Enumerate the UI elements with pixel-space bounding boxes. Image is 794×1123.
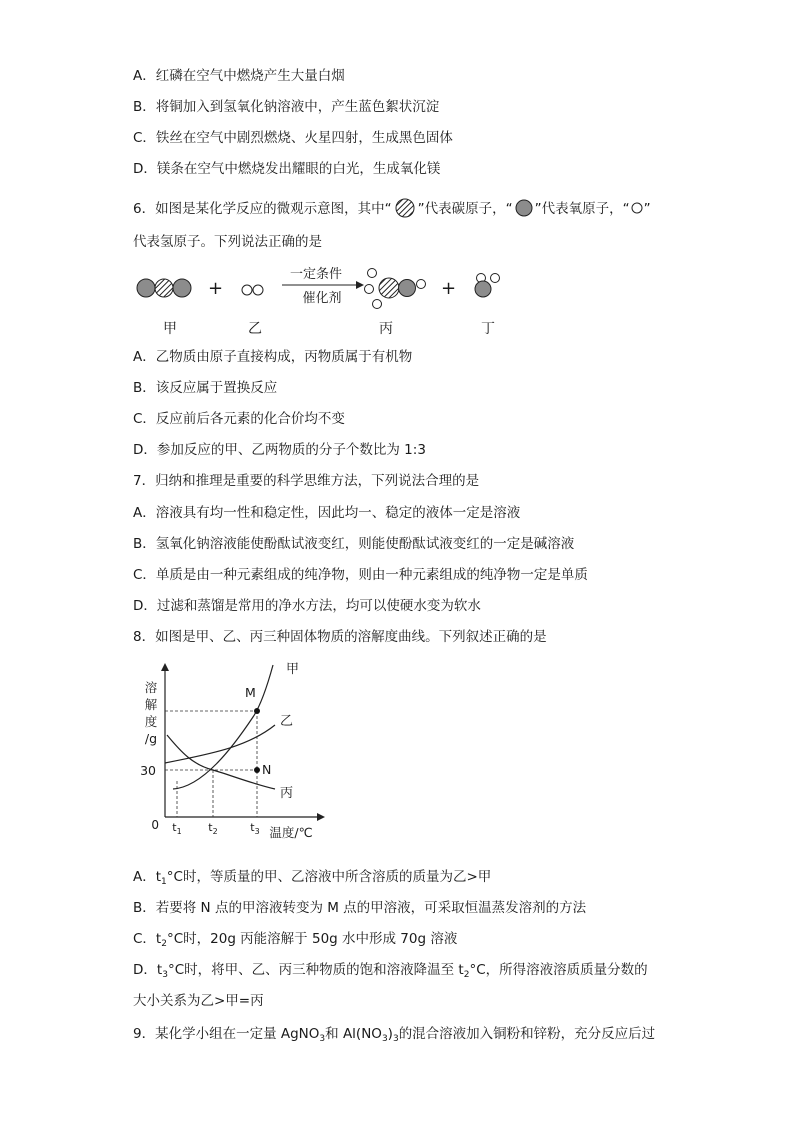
carbon-atom — [155, 279, 173, 297]
oxygen-atom — [475, 281, 491, 297]
hydrogen-atom — [417, 280, 426, 289]
q6-stem-part3: ”代表氧原子，“ — [534, 201, 630, 217]
hydrogen-atom-icon — [630, 201, 644, 215]
q6-option-b: B．该反应属于置换反应 — [133, 380, 278, 396]
x-tick-t2: $t_2$ — [208, 821, 218, 836]
arrow-head — [356, 281, 364, 289]
q6-option-c: C．反应前后各元素的化合价均不变 — [133, 411, 345, 427]
q6-stem-part2: ”代表碳原子，“ — [417, 201, 513, 217]
q8-option-c: C．$t_2^\circ C$时，20g 丙能溶解于 50g 水中形成 70g 溶液 — [133, 931, 458, 949]
point-m — [254, 708, 260, 714]
y-label-char-1: 溶 — [144, 680, 158, 695]
molecule-bing — [365, 269, 426, 309]
solubility-chart — [133, 657, 333, 847]
hydrogen-atom — [365, 285, 374, 294]
q8-option-d-line2: 大小关系为乙>甲=丙 — [133, 993, 264, 1009]
hydrogen-atom — [242, 285, 252, 295]
q8-option-b: B．若要将 N 点的甲溶液转变为 M 点的甲溶液，可采取恒温蒸发溶剂的方法 — [133, 900, 587, 916]
series-label-yi: 乙 — [280, 714, 294, 729]
q7-stem: 7．归纳和推理是重要的科学思维方法，下列说法合理的是 — [133, 473, 480, 489]
molecule-yi — [242, 285, 263, 295]
q7-option-a: A．溶液具有均一性和稳定性，因此均一、稳定的液体一定是溶液 — [133, 505, 521, 521]
q9-stem: 9．某化学小组在一定量 AgNO$_3$和 $Al(NO_3)_3$的混合溶液加入铜粉和锌粉，充分反应后过 — [133, 1026, 656, 1044]
x-axis-arrow — [317, 813, 325, 821]
hydrogen-atom — [368, 269, 377, 278]
series-label-bing: 丙 — [280, 786, 294, 801]
q5-option-c: C．铁丝在空气中剧烈燃烧、火星四射，生成黑色固体 — [133, 130, 453, 146]
label-bing: 丙 — [379, 321, 393, 337]
carbon-atom-icon — [392, 198, 418, 218]
q8-stem: 8．如图是甲、乙、丙三种固体物质的溶解度曲线。下列叙述正确的是 — [133, 629, 547, 645]
q5-option-b: B．将铜加入到氢氧化钠溶液中，产生蓝色絮状沉淀 — [133, 99, 440, 115]
curve-bing — [167, 735, 275, 789]
y-label-char-3: 度 — [144, 714, 158, 729]
oxygen-atom — [173, 279, 191, 297]
q6-option-d: D．参加反应的甲、乙两物质的分子个数比为 1:3 — [133, 442, 426, 458]
molecule-ding — [475, 274, 500, 298]
x-tick-t1: $t_1$ — [172, 821, 182, 836]
q8-option-d: D．$t_3^\circ C$时，将甲、乙、丙三种物质的饱和溶液降温至 $t_2^\circ C$，所得溶液溶质质量分数的 — [133, 962, 648, 980]
condition-top: 一定条件 — [289, 267, 343, 282]
plus-sign: + — [208, 278, 224, 299]
label-m: M — [245, 685, 256, 700]
label-n: N — [262, 762, 272, 777]
y-tick-30: 30 — [140, 763, 156, 778]
curve-yi — [165, 725, 275, 763]
q6-stem-line2: 代表氢原子。下列说法正确的是 — [133, 234, 322, 250]
origin-label: 0 — [151, 818, 159, 832]
q6-stem — [133, 198, 651, 218]
q6-option-a: A．乙物质由原子直接构成，丙物质属于有机物 — [133, 349, 413, 365]
hydrogen-atom — [253, 285, 263, 295]
q6-stem-part4: ” — [643, 201, 651, 217]
q5-option-d: D．镁条在空气中燃烧发出耀眼的白光，生成氧化镁 — [133, 161, 441, 177]
reaction-diagram — [0, 262, 794, 342]
q7-option-d: D．过滤和蒸馏是常用的净水方法，均可以使硬水变为软水 — [133, 598, 481, 614]
carbon-atom — [379, 278, 399, 298]
label-jia: 甲 — [163, 321, 177, 337]
oxygen-atom — [399, 280, 416, 297]
q8-option-a: A．$t_1^\circ C$时，等质量的甲、乙溶液中所含溶质的质量为乙>甲 — [133, 869, 492, 887]
q7-option-c: C．单质是由一种元素组成的纯净物，则由一种元素组成的纯净物一定是单质 — [133, 567, 588, 583]
hydrogen-atom — [491, 274, 500, 283]
x-tick-t3: $t_3$ — [250, 821, 260, 836]
y-axis-arrow — [161, 663, 169, 671]
q6-stem-part1: 6．如图是某化学反应的微观示意图，其中“ — [133, 201, 392, 217]
oxygen-atom-icon — [513, 198, 535, 218]
q7-option-b: B．氢氧化钠溶液能使酚酞试液变红，则能使酚酞试液变红的一定是碱溶液 — [133, 536, 575, 552]
label-ding: 丁 — [481, 321, 495, 337]
oxygen-atom — [137, 279, 155, 297]
q5-option-a: A．红磷在空气中燃烧产生大量白烟 — [133, 68, 345, 84]
condition-bottom: 催化剂 — [302, 291, 342, 306]
hydrogen-atom — [373, 300, 382, 309]
molecule-jia — [137, 279, 191, 297]
y-label-char-2: 解 — [144, 697, 158, 712]
point-n — [254, 767, 260, 773]
x-label: 温度/℃ — [269, 825, 313, 840]
y-label-char-4: /g — [144, 731, 158, 746]
series-label-jia: 甲 — [286, 662, 300, 677]
label-yi: 乙 — [248, 321, 262, 337]
plus-sign: + — [441, 278, 457, 299]
